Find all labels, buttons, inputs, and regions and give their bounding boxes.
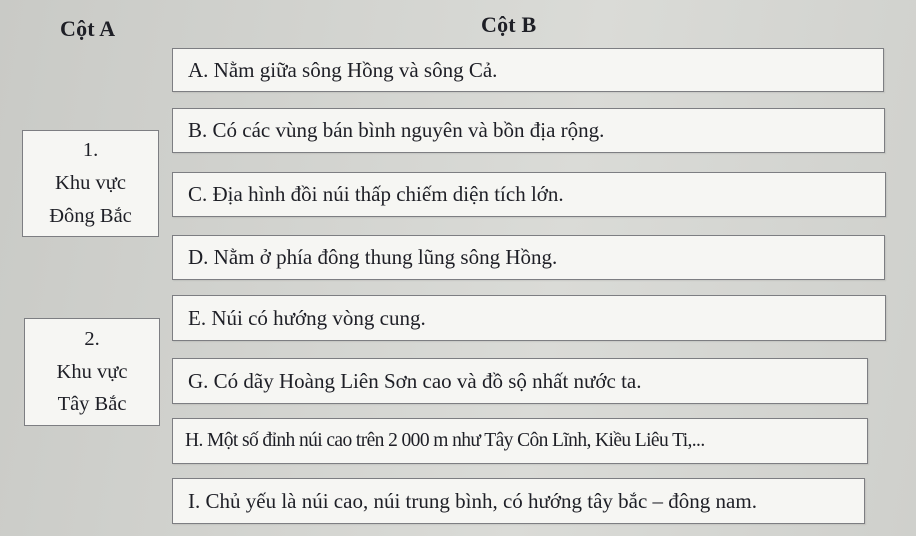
option-i[interactable]: I. Chủ yếu là núi cao, núi trung bình, có hướng tây bắc – đông nam. [172,478,865,524]
area-label-line2: Đông Bắc [49,204,132,227]
area-label-line2: Tây Bắc [57,393,127,416]
area-box-northwest[interactable] [24,318,160,426]
option-h[interactable]: H. Một số đỉnh núi cao trên 2 000 m như Tây Côn Lĩnh, Kiều Liêu Ti,... [172,418,868,464]
option-b[interactable]: B. Có các vùng bán bình nguyên và bồn địa rộng. [172,108,885,153]
column-b-header: Cột B [481,12,537,37]
area-number: 2. [84,327,100,350]
column-a-header: Cột A [60,16,116,41]
option-c[interactable]: C. Địa hình đồi núi thấp chiếm diện tích lớn. [172,172,886,217]
area-label-line1: Khu vực [55,172,126,195]
option-e[interactable]: E. Núi có hướng vòng cung. [172,295,886,341]
option-d[interactable]: D. Nằm ở phía đông thung lũng sông Hồng. [172,235,885,280]
option-g[interactable]: G. Có dãy Hoàng Liên Sơn cao và đồ sộ nhất nước ta. [172,358,868,404]
area-label-line1: Khu vực [56,360,128,383]
area-box-northeast[interactable] [22,130,159,237]
option-a[interactable]: A. Nằm giữa sông Hồng và sông Cả. [172,48,884,92]
area-number: 1. [82,139,99,162]
